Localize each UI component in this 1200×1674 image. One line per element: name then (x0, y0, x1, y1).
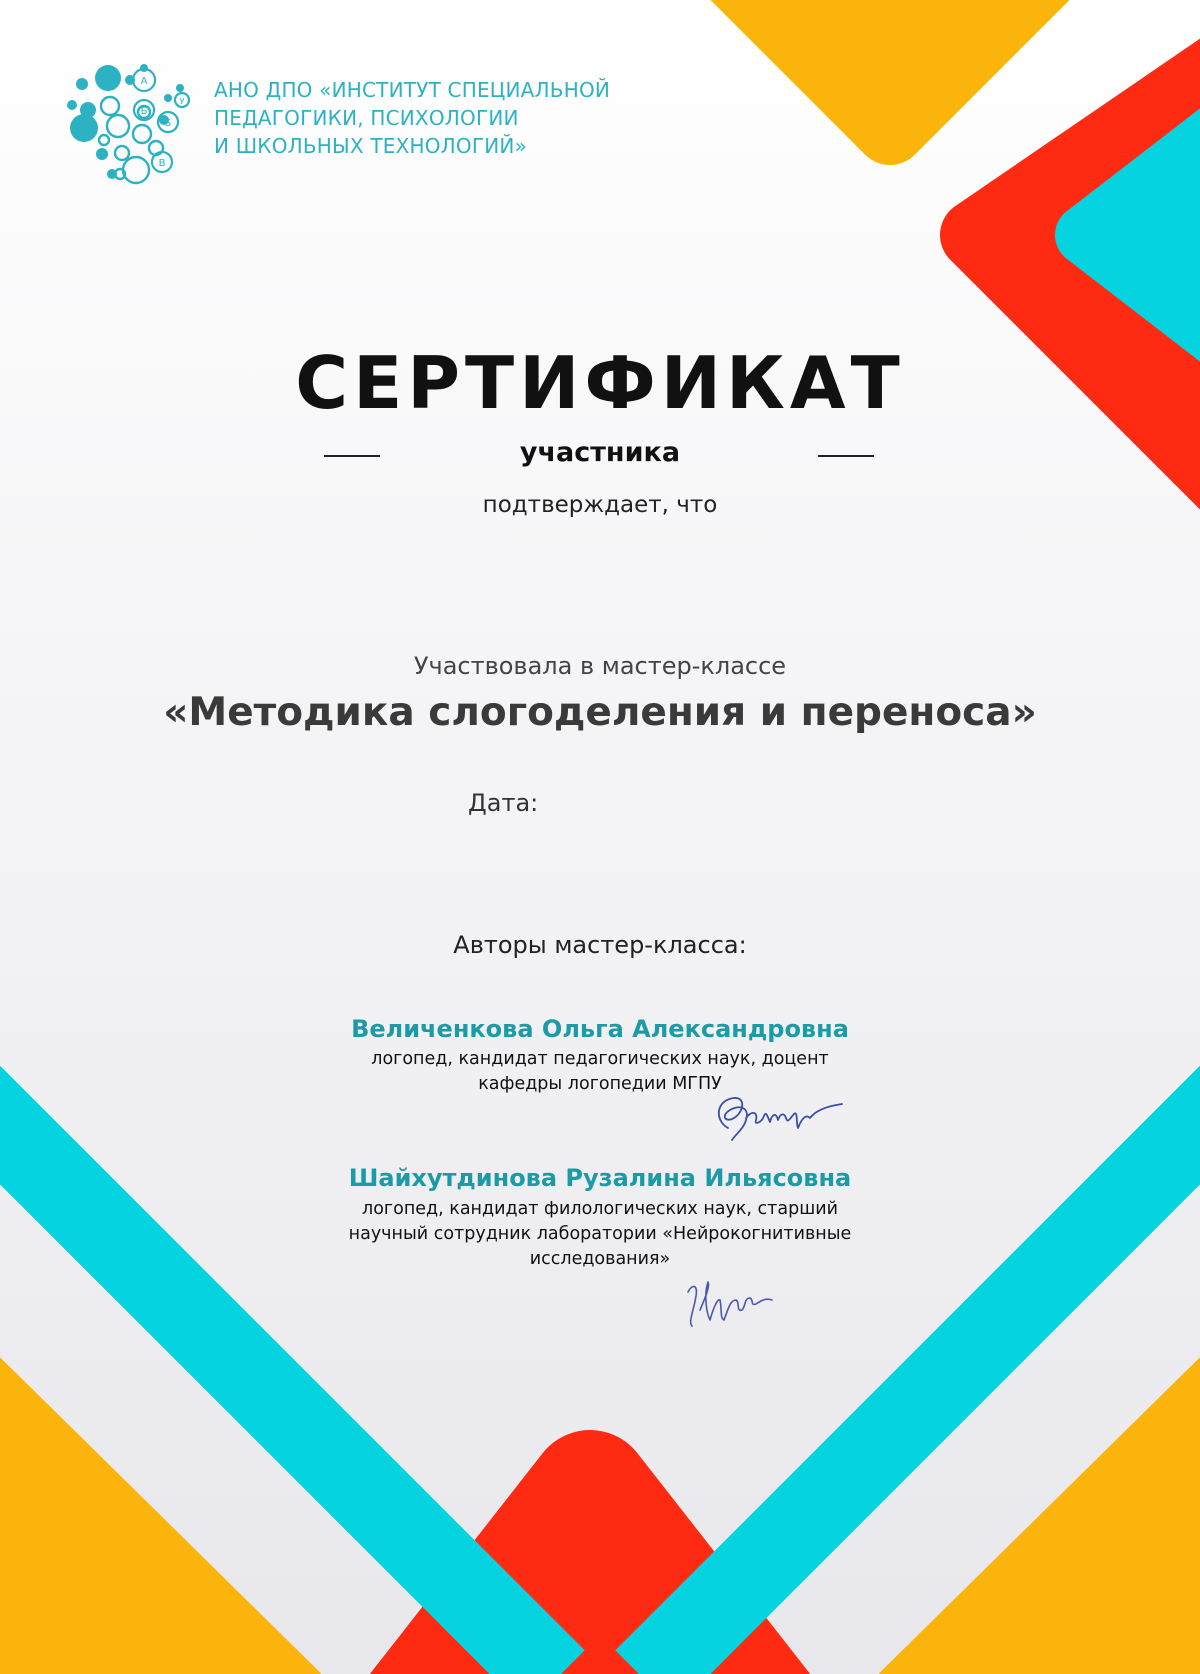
confirmation-text: подтверждает, что (482, 492, 718, 518)
author-1-description: логопед, кандидат педагогических наук, доцент кафедры логопедии МГПУ (371, 1049, 829, 1094)
bottom-left-yellow-shape (0, 1395, 290, 1674)
authors-label: Авторы мастер-класса: (453, 931, 747, 959)
author-2-description: логопед, кандидат филологических наук, старший научный сотрудник лаборатории «Нейрокогнитивные исследования» (348, 1199, 852, 1269)
logo-letter-a: А (140, 76, 148, 87)
author-1-signature (706, 1088, 846, 1144)
certificate-subtitle: участника (519, 437, 681, 468)
author-2-name: Шайхутдинова Рузалина Ильясовна (348, 1164, 852, 1192)
logo-letter-u: У (179, 97, 185, 106)
logo-letter-v: В (158, 158, 166, 169)
certificate-title: СЕРТИФИКАТ (295, 341, 905, 425)
date-label: Дата: (468, 789, 539, 817)
logo-letter-b: Б (140, 106, 148, 117)
author-1-name: Величенкова Ольга Александровна (351, 1015, 849, 1043)
top-yellow-triangle-shape (700, 0, 1080, 130)
participation-text: Участвовала в мастер-классе (413, 652, 787, 680)
author-2-signature (680, 1270, 780, 1332)
organization-name: АНО ДПО «ИНСТИТУТ СПЕЦИАЛЬНОЙ ПЕДАГОГИКИ, ПСИХОЛОГИИ И ШКОЛЬНЫХ ТЕХНОЛОГИЙ» (214, 78, 611, 158)
master-class-title: «Методика слогоделения и переноса» (163, 690, 1037, 735)
institute-logo (60, 58, 200, 188)
logo-letter-s: S (164, 118, 172, 129)
bottom-right-yellow-shape (910, 1395, 1200, 1674)
